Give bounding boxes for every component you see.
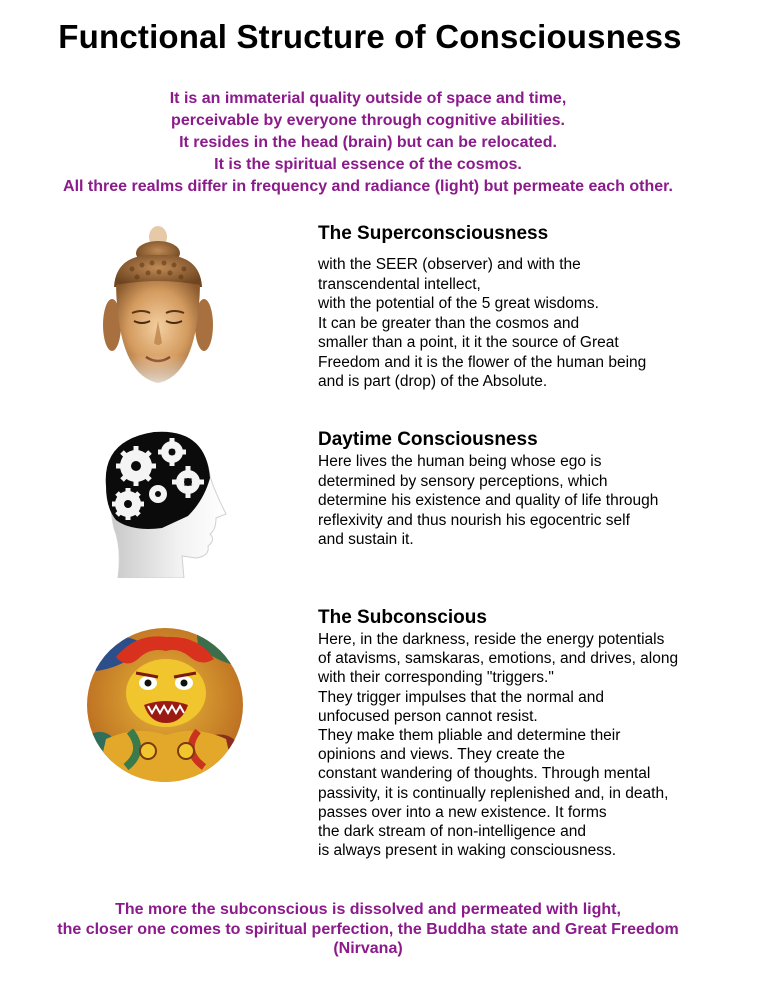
closing-line: The more the subconscious is dissolved and permeated with light, — [115, 901, 621, 918]
section-body — [318, 630, 738, 860]
section-heading: The Subconscious — [318, 607, 487, 628]
body-line: Here lives the human being whose ego is — [318, 453, 602, 470]
intro-line: It resides in the head (brain) but can be relocated. — [179, 134, 557, 151]
section-superconsciousness — [318, 222, 738, 392]
body-line: with the SEER (observer) and with the — [318, 256, 581, 273]
body-line: reflexivity and thus nourish his egocentric self — [318, 511, 630, 529]
body-line: They trigger impulses that the normal and — [318, 688, 605, 706]
intro-line: It is an immaterial quality outside of space and time, — [169, 90, 567, 107]
body-line: Here, in the darkness, reside the energy potentials — [318, 631, 665, 648]
body-line: the dark stream of non-intelligence and — [318, 823, 586, 841]
wrathful-deity-icon — [86, 627, 244, 783]
section-body — [318, 255, 738, 392]
body-line: of atavisms, samskaras, emotions, and drives, along — [318, 650, 679, 668]
buddha-head-icon — [92, 225, 222, 393]
body-line: smaller than a point, it it the source of Great — [318, 334, 619, 351]
body-line: constant wandering of thoughts. Through mental — [318, 765, 651, 783]
section-heading: Daytime Consciousness — [318, 429, 538, 450]
intro-line: All three realms differ in frequency and radiance (light) but permeate each other. — [63, 178, 673, 195]
body-line: unfocused person cannot resist. — [318, 707, 538, 725]
body-line: and sustain it. — [318, 531, 414, 548]
body-line: determine his existence and quality of life through — [318, 492, 659, 509]
body-line: transcendental intellect, — [318, 275, 481, 293]
intro-line: perceivable by everyone through cognitive abilities. — [171, 112, 565, 129]
body-line: Freedom and it is the flower of the human being — [318, 353, 647, 371]
body-line: with their corresponding "triggers." — [318, 669, 554, 687]
closing-line: the closer one comes to spiritual perfection, the Buddha state and Great Freedom — [57, 920, 679, 938]
body-line: opinions and views. They create the — [318, 746, 566, 764]
body-line: passivity, it is continually replenished and, in death, — [318, 784, 669, 802]
body-line: passes over into a new existence. It forms — [318, 803, 607, 821]
gear-head-icon — [92, 428, 230, 578]
intro-text — [0, 88, 736, 198]
body-line: It can be greater than the cosmos and — [318, 314, 580, 332]
body-line: determined by sensory perceptions, which — [318, 472, 608, 490]
intro-line: It is the spiritual essence of the cosmos. — [214, 156, 522, 173]
closing-line: (Nirvana) — [333, 940, 403, 957]
body-line: They make them pliable and determine their — [318, 727, 621, 745]
body-line: and is part (drop) of the Absolute. — [318, 373, 548, 390]
section-heading: The Superconsciousness — [318, 223, 549, 244]
section-body — [318, 452, 738, 550]
page-title: Functional Structure of Consciousness — [58, 18, 682, 55]
section-daytime-consciousness — [318, 428, 738, 550]
section-subconscious — [318, 606, 738, 860]
closing-text — [0, 900, 736, 959]
body-line: is always present in waking consciousness. — [318, 842, 617, 860]
body-line: with the potential of the 5 great wisdoms. — [318, 295, 599, 312]
